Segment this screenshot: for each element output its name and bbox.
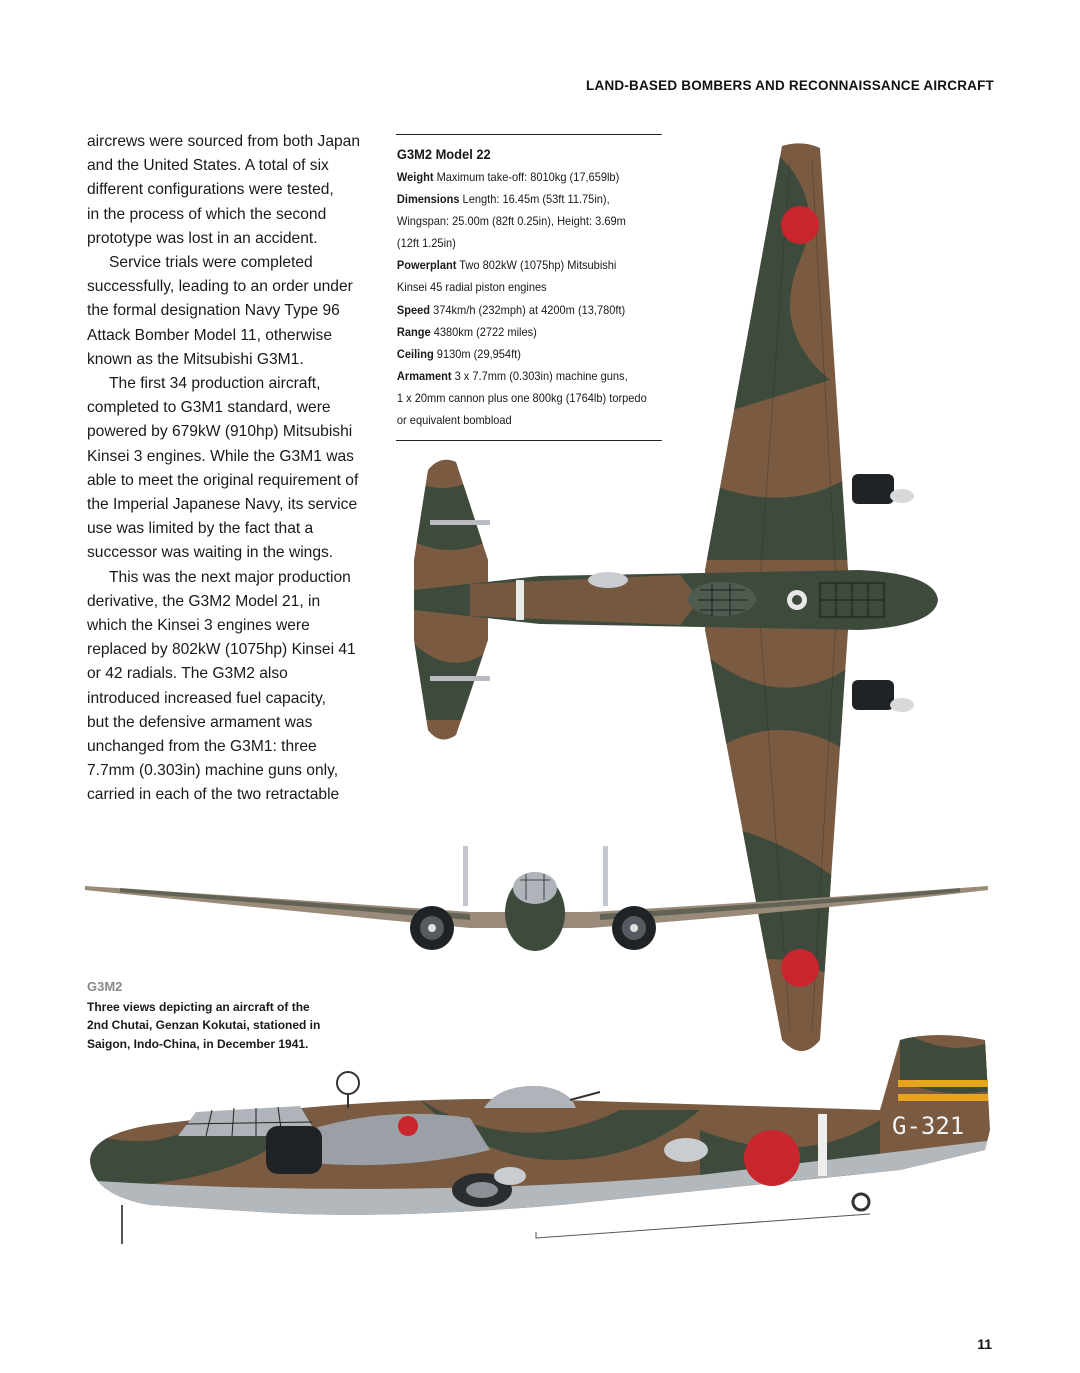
spec-line [397, 188, 662, 210]
spec-line [397, 409, 662, 431]
spec-line [397, 387, 662, 409]
body-line: successor was waiting in the wings. [87, 544, 334, 562]
spec-lines [397, 166, 662, 431]
front-view [85, 846, 988, 951]
body-line: use was limited by the fact that a [87, 520, 314, 538]
spec-label: Powerplant [396, 258, 457, 273]
body-line: This was the next major production [109, 568, 351, 586]
body-line: prototype was lost in an accident. [87, 229, 318, 247]
body-line: unchanged from the G3M1: three [87, 738, 317, 756]
spec-value: Wingspan: 25.00m (82ft 0.25in), Height: 3.69m [396, 214, 626, 229]
body-line: known as the Mitsubishi G3M1. [87, 350, 304, 368]
body-line: different configurations were tested, [87, 181, 334, 199]
spec-value: 374km/h (232mph) at 4200m (13,780ft) [430, 302, 626, 317]
spec-value: 3 x 7.7mm (0.303in) machine guns, [451, 368, 628, 383]
spec-line [397, 210, 662, 232]
spec-label: Ceiling [396, 346, 434, 361]
body-line: which the Kinsei 3 engines were [87, 617, 310, 635]
spec-line [397, 343, 662, 365]
caption-line: 2nd Chutai, Genzan Kokutai, stationed in [87, 1018, 321, 1033]
body-line: or 42 radials. The G3M2 also [87, 665, 288, 683]
caption-line: Three views depicting an aircraft of the [87, 1000, 310, 1015]
spec-value: Length: 16.45m (53ft 11.75in), [459, 192, 610, 207]
body-line: Service trials were completed [109, 254, 313, 272]
page-number: 11 [977, 1336, 992, 1352]
body-line: carried in each of the two retractable [87, 786, 340, 804]
body-line: introduced increased fuel capacity, [87, 689, 326, 707]
spec-line [397, 166, 662, 188]
body-line: the formal designation Navy Type 96 [87, 302, 340, 320]
spec-label: Armament [396, 368, 452, 383]
body-line: Attack Bomber Model 11, otherwise [87, 326, 332, 344]
spec-label: Range [396, 324, 431, 339]
body-line: and the United States. A total of six [87, 157, 329, 175]
body-line: the Imperial Japanese Navy, its service [87, 496, 358, 514]
spec-line [397, 276, 662, 298]
spec-line [397, 232, 662, 254]
spec-value: Maximum take-off: 8010kg (17,659lb) [433, 170, 620, 184]
spec-value: Two 802kW (1075hp) Mitsubishi [456, 258, 617, 273]
spec-box [396, 134, 662, 441]
spec-value: 9130m (29,954ft) [433, 346, 521, 361]
body-line: powered by 679kW (910hp) Mitsubishi [87, 423, 353, 441]
body-line: Kinsei 3 engines. While the G3M1 was [87, 447, 354, 465]
spec-line [397, 321, 662, 343]
spec-label: Weight [396, 170, 434, 184]
body-line: The first 34 production aircraft, [109, 375, 321, 393]
spec-value: or equivalent bombload [396, 413, 512, 428]
spec-title: G3M2 Model 22 [396, 146, 491, 162]
body-line: derivative, the G3M2 Model 21, in [87, 592, 321, 610]
figure-caption [87, 978, 337, 1053]
spec-value: 1 x 20mm cannon plus one 800kg (1764lb) torpedo [396, 390, 647, 405]
caption-title: G3M2 [87, 979, 123, 994]
spec-label: Speed [396, 302, 431, 317]
spec-line [397, 299, 662, 321]
body-line: in the process of which the second [87, 205, 327, 223]
body-line: 7.7mm (0.303in) machine guns only, [87, 762, 339, 780]
body-line: replaced by 802kW (1075hp) Kinsei 41 [87, 641, 356, 659]
spec-label: Dimensions [396, 192, 460, 207]
caption-line: Saigon, Indo-China, in December 1941. [87, 1036, 309, 1051]
spec-value: Kinsei 45 radial piston engines [396, 280, 547, 295]
side-view [80, 1030, 995, 1244]
body-line: successfully, leading to an order under [87, 278, 353, 296]
spec-value: 4380km (2722 miles) [430, 324, 537, 339]
tail-code-text: G-321 [892, 1112, 965, 1140]
running-head: LAND-BASED BOMBERS AND RECONNAISSANCE AIRCRAFT [586, 78, 994, 93]
body-line: able to meet the original requirement of [87, 471, 359, 489]
spec-line [397, 254, 662, 276]
body-line: aircrews were sourced from both Japan [87, 133, 361, 150]
body-line: but the defensive armament was [87, 713, 313, 731]
spec-line [397, 365, 662, 387]
body-line: completed to G3M1 standard, were [87, 399, 331, 417]
spec-value: (12ft 1.25in) [396, 236, 456, 251]
